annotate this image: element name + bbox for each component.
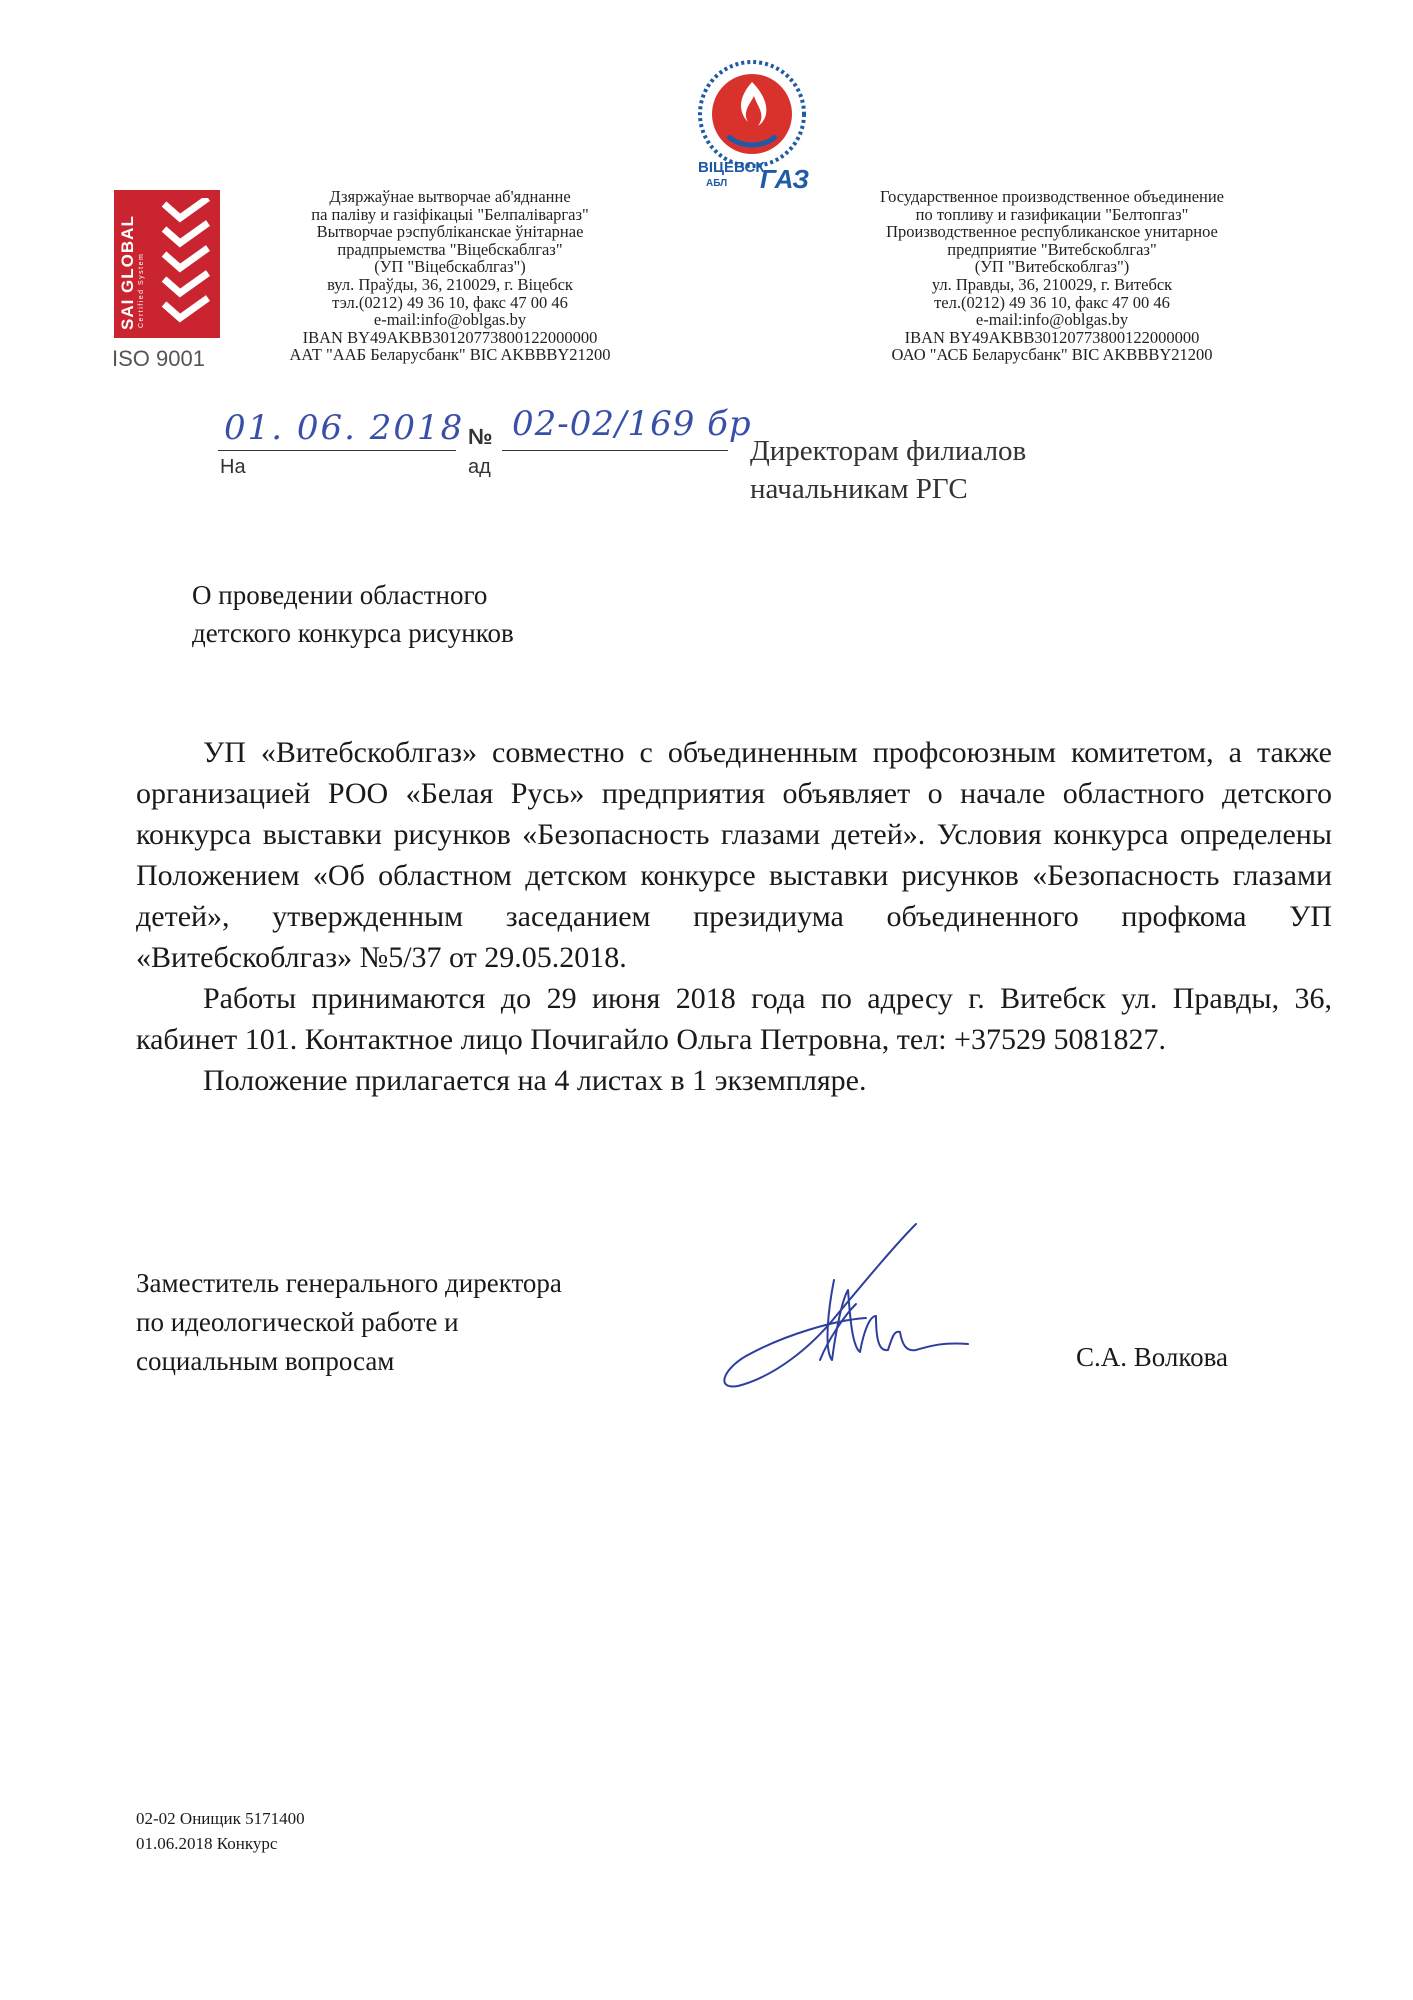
letterhead-line: па паліву и газіфікацыі "Белпаліваргаз" (311, 204, 589, 224)
addressee-line: начальникам РГС (750, 473, 968, 505)
body-paragraph: Положение прилагается на 4 листах в 1 экземпляре. (203, 1064, 867, 1097)
sai-global-text: SAI GLOBAL (118, 215, 137, 330)
letterhead-line: ОАО "АСБ Беларусбанк" BIC AKBBBY21200 (891, 345, 1213, 365)
letterhead-line: ААТ "ААБ Беларусбанк" BIC AKBBBY21200 (289, 345, 611, 365)
letterhead-line: ул. Правды, 36, 210029, г. Витебск (931, 274, 1173, 294)
letterhead-line: по топливу и газификации "Белтопгаз" (915, 204, 1189, 224)
addressee-block (750, 432, 1026, 508)
letterhead-line: Вытворчае рэспубліканскае ўнітарнае (316, 222, 584, 242)
footer-line: 01.06.2018 Конкурс (136, 1834, 278, 1853)
letterhead-line: вул. Праўды, 36, 210029, г. Віцебск (327, 274, 573, 294)
letterhead-line: Производственное республиканское унитарное (886, 222, 1218, 242)
letterhead-line: IBAN BY49AKBB30120773800122000000 (904, 327, 1200, 347)
sai-global-certification-badge (114, 190, 220, 338)
letterhead-line: e-mail:info@oblgas.by (975, 310, 1129, 330)
registration-number-handwritten: 02-02/169 бр (512, 404, 752, 444)
letterhead-belarusian (240, 188, 660, 364)
signatory-position-line: Заместитель генерального директора (136, 1268, 562, 1298)
subject-line: О проведении областного (192, 580, 488, 610)
letterhead-line: тэл.(0212) 49 36 10, факс 47 00 46 (332, 292, 568, 312)
sai-certified-text: Certified System (138, 252, 145, 328)
svg-text:ВІЦЕБСК: ВІЦЕБСК (698, 159, 765, 176)
label-ad: ад (468, 456, 491, 478)
handwritten-signature (716, 1220, 996, 1400)
signatory-position-line: по идеологической работе и (136, 1307, 459, 1337)
svg-text:АБЛ: АБЛ (706, 178, 728, 189)
letterhead-line: тел.(0212) 49 36 10, факс 47 00 46 (934, 292, 1170, 312)
subject-block (192, 576, 514, 652)
signatory-name: С.А. Волкова (1076, 1342, 1229, 1372)
body-paragraph: УП «Витебскоблгаз» совместно с объединенным профсоюзным комитетом, а также организацией РОО «Белая Русь» предприятия объявляет о начале областного детского конкурса выставки рисунков «Безопасность глазами детей». Условия конкурса определены Положением «Об областном детском конкурсе выставки рисунков «Безопасность глазами детей», утвержденным заседанием президиума объединенного профкома УП «Витебскоблгаз» №5/37 от 29.05.2018. (136, 736, 1332, 974)
iso-9001-label: ISO 9001 (112, 346, 205, 371)
letterhead-line: IBAN BY49AKBB30120773800122000000 (302, 327, 598, 347)
vitebskoblgaz-logo (688, 56, 816, 192)
label-na: На (220, 456, 246, 478)
svg-text:ГАЗ: ГАЗ (760, 164, 810, 192)
addressee-line: Директорам филиалов (750, 435, 1027, 467)
checkmarks-icon (158, 198, 214, 330)
signatory-position-line: социальным вопросам (136, 1346, 395, 1376)
footer-line: 02-02 Онищик 5171400 (136, 1809, 305, 1828)
letterhead-line: (УП "Віцебскаблгаз") (374, 257, 526, 277)
letterhead-line: Дзяржаўнае вытворчае аб'яднанне (329, 187, 571, 206)
footer-note (136, 1806, 305, 1856)
subject-line: детского конкурса рисунков (192, 618, 514, 648)
number-underline (502, 450, 728, 451)
letterhead-line: прадпрыемства "Віцебскаблгаз" (337, 239, 563, 259)
letterhead-line: e-mail:info@oblgas.by (373, 310, 527, 330)
letterhead-line: предприятие "Витебскоблгаз" (947, 239, 1157, 259)
body-paragraph: Работы принимаются до 29 июня 2018 года по адресу г. Витебск ул. Правды, 36, кабинет 101. Контактное лицо Почигайло Ольга Петровна, тел: +37529 5081827. (136, 982, 1332, 1056)
date-underline (218, 450, 456, 451)
letterhead-line: Государственное производственное объединение (879, 187, 1225, 206)
letter-body (136, 732, 1332, 1101)
letterhead-russian (832, 188, 1272, 364)
label-number-sign: № (468, 424, 493, 449)
registration-date-handwritten: 01. 06. 2018 (224, 408, 465, 448)
signatory-position (136, 1264, 562, 1381)
letterhead-line: (УП "Витебскоблгаз") (974, 257, 1130, 277)
